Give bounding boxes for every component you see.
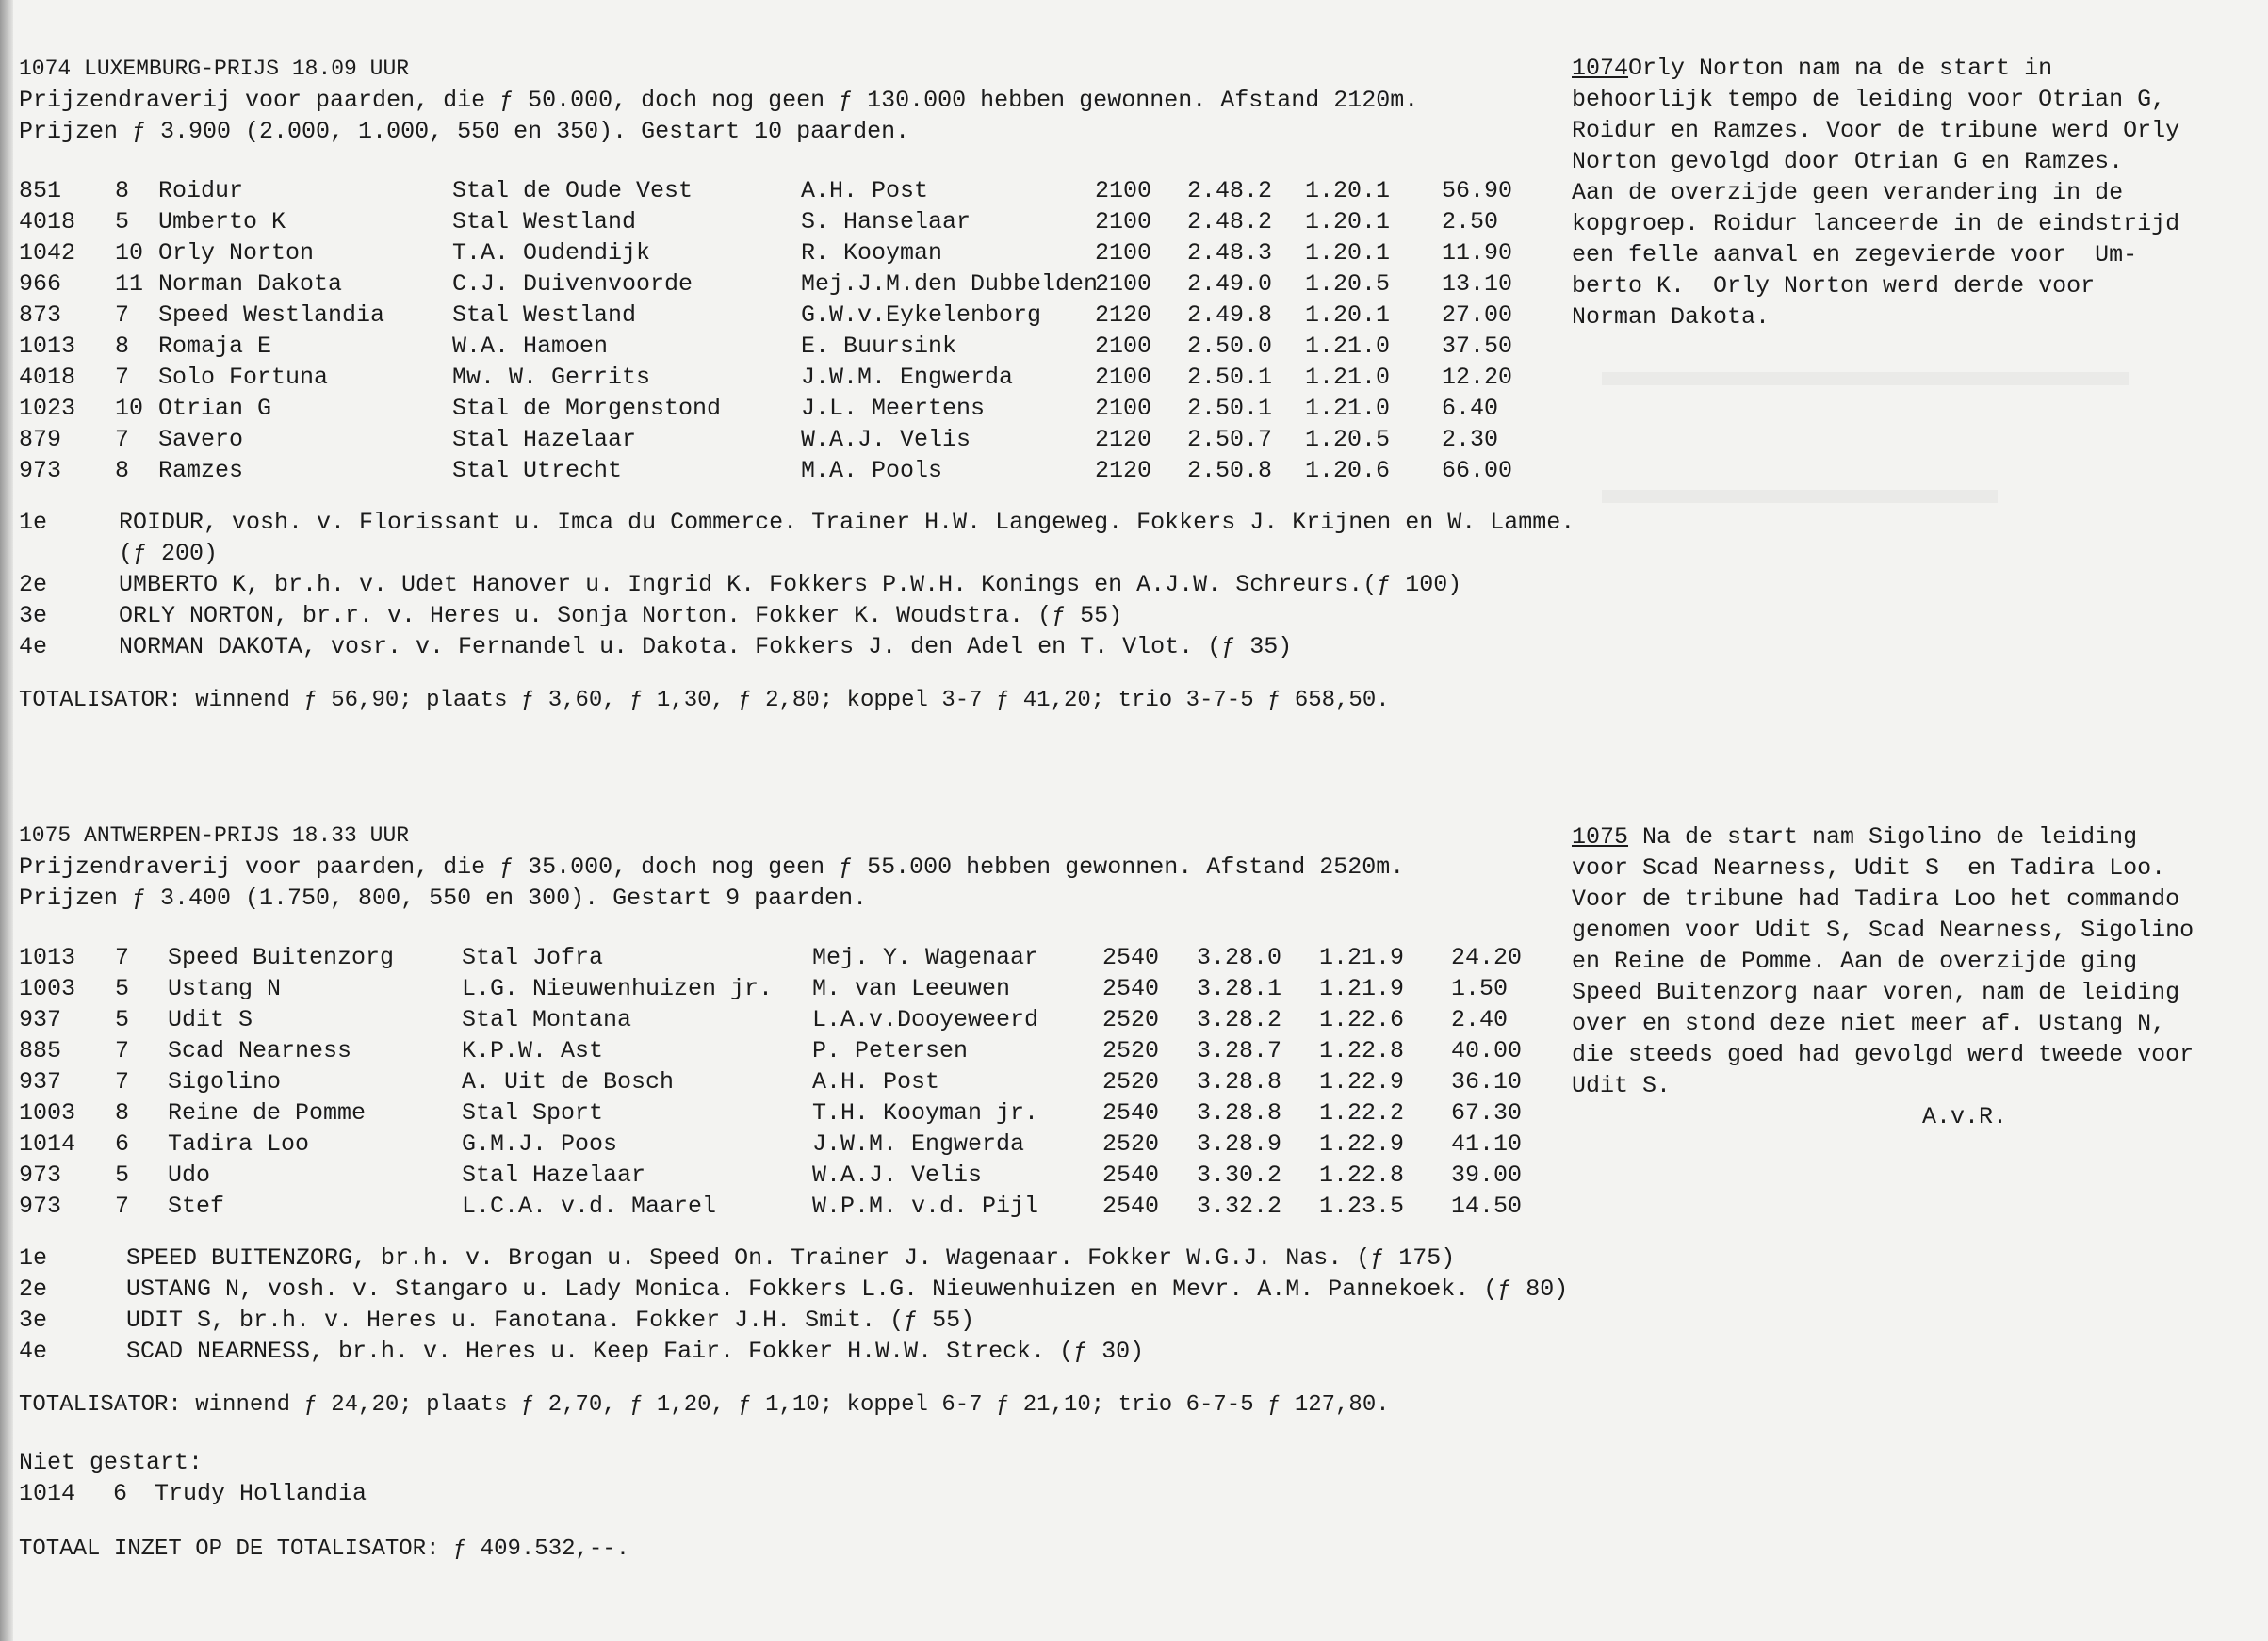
entry-time: 3.28.9	[1197, 1130, 1282, 1158]
commentary-text: en Reine de Pomme. Aan de overzijde ging	[1572, 948, 2138, 975]
placing-row	[19, 1336, 1574, 1367]
entry-km: 1.22.8	[1319, 1162, 1405, 1189]
entry-odds: 39.00	[1451, 1162, 1523, 1189]
entry-horse: Udo	[168, 1162, 211, 1189]
entry-row	[19, 206, 1574, 237]
entry-odds: 2.50	[1442, 208, 1499, 236]
entry-row	[19, 1160, 1574, 1191]
entry-driver: T.H. Kooyman jr.	[812, 1099, 1039, 1127]
entry-ref: 937	[19, 1068, 62, 1096]
entry-row	[19, 1129, 1574, 1160]
entry-no: 10	[115, 239, 144, 267]
entries-table	[19, 942, 1574, 1222]
entry-horse: Speed Westlandia	[158, 301, 385, 329]
entry-no: 7	[115, 426, 130, 453]
entry-driver: W.A.J. Velis	[812, 1162, 983, 1189]
entry-owner: Stal Westland	[452, 301, 637, 329]
entry-horse: Udit S	[168, 1006, 253, 1033]
entry-ref: 1023	[19, 395, 76, 422]
entry-time: 2.48.2	[1187, 208, 1273, 236]
total-bet: TOTAAL INZET OP DE TOTALISATOR: ƒ 409.532,--.	[19, 1536, 630, 1562]
commentary-line	[1572, 239, 2260, 270]
placing-rank: 2e	[19, 1275, 48, 1303]
entry-odds: 2.40	[1451, 1006, 1509, 1033]
entry-owner: L.C.A. v.d. Maarel	[462, 1193, 717, 1220]
placing-row	[19, 1305, 1574, 1336]
entry-no: 8	[115, 457, 130, 484]
entry-time: 3.28.1	[1197, 975, 1282, 1002]
entry-horse: Umberto K	[158, 208, 286, 236]
entry-ref: 879	[19, 426, 62, 453]
entry-no: 8	[115, 177, 130, 204]
entry-row	[19, 268, 1574, 300]
entry-time: 2.50.1	[1187, 364, 1273, 391]
commentary-text: Udit S.	[1572, 1072, 1672, 1099]
entry-driver: L.A.v.Dooyeweerd	[812, 1006, 1039, 1033]
entry-row	[19, 455, 1574, 486]
commentary-line	[1572, 53, 2260, 84]
entry-km: 1.21.0	[1305, 333, 1391, 360]
commentary-text: kopgroep. Roidur lanceerde in de eindstrijd	[1572, 210, 2180, 237]
entry-owner: G.M.J. Poos	[462, 1130, 618, 1158]
entry-no: 8	[115, 1099, 130, 1127]
commentary-text: die steeds goed had gevolgd werd tweede voor	[1572, 1041, 2195, 1068]
entry-owner: Stal Utrecht	[452, 457, 623, 484]
entry-odds: 56.90	[1442, 177, 1513, 204]
entry-ref: 1014	[19, 1130, 76, 1158]
placing-text: ORLY NORTON, br.r. v. Heres u. Sonja Norton. Fokker K. Woudstra. (ƒ 55)	[119, 602, 1123, 629]
entry-row	[19, 942, 1574, 973]
entry-dist: 2100	[1095, 395, 1152, 422]
entry-ref: 937	[19, 1006, 62, 1033]
race-1074	[19, 53, 1574, 716]
entry-km: 1.21.0	[1305, 395, 1391, 422]
commentary-text: Speed Buitenzorg naar voren, nam de leiding	[1572, 979, 2180, 1006]
entry-ref: 1003	[19, 1099, 76, 1127]
entry-row	[19, 237, 1574, 268]
entry-owner: K.P.W. Ast	[462, 1037, 604, 1064]
placing-row	[19, 631, 1574, 662]
entry-horse: Scad Nearness	[168, 1037, 352, 1064]
entry-no: 5	[115, 1162, 130, 1189]
entry-row	[19, 973, 1574, 1004]
placing-row	[19, 1243, 1574, 1274]
entry-km: 1.22.6	[1319, 1006, 1405, 1033]
entry-driver: W.P.M. v.d. Pijl	[812, 1193, 1039, 1220]
entry-driver: R. Kooyman	[801, 239, 943, 267]
commentary-text: behoorlijk tempo de leiding voor Otrian G,	[1572, 86, 2166, 113]
commentary-line	[1572, 270, 2260, 301]
entry-time: 2.49.0	[1187, 270, 1273, 298]
commentary-text: voor Scad Nearness, Udit S en Tadira Loo.	[1572, 854, 2166, 882]
entry-odds: 37.50	[1442, 333, 1513, 360]
entry-owner: L.G. Nieuwenhuizen jr.	[462, 975, 774, 1002]
placing-row	[19, 600, 1574, 631]
entry-no: 5	[115, 1006, 130, 1033]
placing-rank: 4e	[19, 633, 48, 660]
entry-driver: M. van Leeuwen	[812, 975, 1011, 1002]
commentary-line	[1572, 301, 2260, 333]
entry-time: 3.30.2	[1197, 1162, 1282, 1189]
commentary-text: Roidur en Ramzes. Voor de tribune werd Orly	[1572, 117, 2180, 144]
commentary-text: Voor de tribune had Tadira Loo het commando	[1572, 885, 2180, 913]
entry-row	[19, 1035, 1574, 1066]
placing-rank: 1e	[19, 509, 48, 536]
commentary-line	[1572, 1008, 2260, 1039]
placing-rank: 1e	[19, 1244, 48, 1272]
entry-time: 2.50.0	[1187, 333, 1273, 360]
entry-ref: 973	[19, 1162, 62, 1189]
commentary-line	[1572, 821, 2260, 853]
placings	[19, 507, 1574, 662]
entry-time: 2.50.1	[1187, 395, 1273, 422]
commentary-line	[1572, 884, 2260, 915]
entry-horse: Roidur	[158, 177, 244, 204]
entry-km: 1.22.2	[1319, 1099, 1405, 1127]
placing-rank: 4e	[19, 1338, 48, 1365]
placing-text: USTANG N, vosh. v. Stangaro u. Lady Monica. Fokkers L.G. Nieuwenhuizen en Mevr. A.M. Pannekoek. (ƒ 80)	[126, 1275, 1569, 1303]
entry-row	[19, 424, 1574, 455]
entry-time: 3.28.8	[1197, 1099, 1282, 1127]
entry-dist: 2540	[1102, 1099, 1160, 1127]
entry-horse: Sigolino	[168, 1068, 282, 1096]
commentary-line	[1572, 1070, 2260, 1101]
entry-horse: Norman Dakota	[158, 270, 343, 298]
entry-km: 1.20.1	[1305, 239, 1391, 267]
entry-time: 2.48.3	[1187, 239, 1273, 267]
commentary-line	[1572, 853, 2260, 884]
entry-no: 7	[115, 364, 130, 391]
entry-odds: 27.00	[1442, 301, 1513, 329]
placing-text: UMBERTO K, br.h. v. Udet Hanover u. Ingrid K. Fokkers P.W.H. Konings en A.J.W. Schreurs.(ƒ 100)	[119, 571, 1462, 598]
placing-rank: 2e	[19, 571, 48, 598]
entry-horse: Ramzes	[158, 457, 244, 484]
entry-time: 2.50.8	[1187, 457, 1273, 484]
entry-row	[19, 331, 1574, 362]
entry-owner: A. Uit de Bosch	[462, 1068, 675, 1096]
commentary-line	[1572, 177, 2260, 208]
entry-dist: 2120	[1095, 426, 1152, 453]
entry-dist: 2540	[1102, 975, 1160, 1002]
entry-ref: 851	[19, 177, 62, 204]
commentary-line	[1572, 146, 2260, 177]
commentary-line	[1572, 84, 2260, 115]
entry-dist: 2100	[1095, 208, 1152, 236]
entry-driver: J.L. Meertens	[801, 395, 986, 422]
entry-odds: 41.10	[1451, 1130, 1523, 1158]
commentary-text: Norton gevolgd door Otrian G en Ramzes.	[1572, 148, 2124, 175]
entry-driver: G.W.v.Eykelenborg	[801, 301, 1042, 329]
race-intro-line: Prijzendraverij voor paarden, die ƒ 50.000, doch nog geen ƒ 130.000 hebben gewonnen. Afstand 2120m.	[19, 87, 1419, 114]
entry-horse: Orly Norton	[158, 239, 315, 267]
commentary-text: Orly Norton nam na de start in	[1628, 55, 2053, 82]
bleed-through	[1602, 372, 2129, 385]
entry-horse: Savero	[158, 426, 244, 453]
commentary-text: over en stond deze niet meer af. Ustang N,	[1572, 1010, 2166, 1037]
entry-owner: W.A. Hamoen	[452, 333, 609, 360]
placing-row	[19, 507, 1574, 569]
entry-owner: Stal Hazelaar	[452, 426, 637, 453]
entry-row	[19, 1097, 1574, 1129]
entry-dist: 2100	[1095, 333, 1152, 360]
commentary-race-number: 1075	[1572, 823, 1629, 851]
entry-row	[19, 393, 1574, 424]
entry-no: 7	[115, 944, 130, 971]
entry-driver: J.W.M. Engwerda	[801, 364, 1014, 391]
not-started-ref: 1014	[19, 1480, 76, 1507]
placing-text: ROIDUR, vosh. v. Florissant u. Imca du Commerce. Trainer H.W. Langeweg. Fokkers J. Krijnen en W. Lamme. (ƒ 200)	[119, 509, 1575, 567]
not-started-row	[19, 1478, 1574, 1509]
entry-km: 1.22.9	[1319, 1068, 1405, 1096]
entry-km: 1.21.0	[1305, 364, 1391, 391]
entry-km: 1.20.1	[1305, 208, 1391, 236]
entry-time: 2.50.7	[1187, 426, 1273, 453]
entry-time: 2.49.8	[1187, 301, 1273, 329]
entry-dist: 2520	[1102, 1006, 1160, 1033]
entry-row	[19, 175, 1574, 206]
entry-dist: 2540	[1102, 1162, 1160, 1189]
race-intro-line: Prijzen ƒ 3.400 (1.750, 800, 550 en 300). Gestart 9 paarden.	[19, 885, 868, 912]
placing-text: SCAD NEARNESS, br.h. v. Heres u. Keep Fair. Fokker H.W.W. Streck. (ƒ 30)	[126, 1338, 1145, 1365]
entry-no: 7	[115, 1068, 130, 1096]
entry-dist: 2100	[1095, 239, 1152, 267]
entry-no: 5	[115, 975, 130, 1002]
commentary-text: genomen voor Udit S, Scad Nearness, Sigolino	[1572, 917, 2195, 944]
entry-ref: 4018	[19, 208, 76, 236]
entry-dist: 2540	[1102, 944, 1160, 971]
entry-km: 1.20.1	[1305, 177, 1391, 204]
entry-km: 1.20.1	[1305, 301, 1391, 329]
entry-driver: J.W.M. Engwerda	[812, 1130, 1025, 1158]
entry-row	[19, 1004, 1574, 1035]
race-header: 1074 LUXEMBURG-PRIJS 18.09 UUR	[19, 57, 410, 81]
commentary-1075	[1572, 821, 2260, 1132]
entry-no: 10	[115, 395, 144, 422]
placing-text: NORMAN DAKOTA, vosr. v. Fernandel u. Dakota. Fokkers J. den Adel en T. Vlot. (ƒ 35)	[119, 633, 1293, 660]
entry-no: 7	[115, 1193, 130, 1220]
entry-no: 7	[115, 1037, 130, 1064]
entry-time: 3.28.2	[1197, 1006, 1282, 1033]
entries-table	[19, 175, 1574, 486]
entry-odds: 1.50	[1451, 975, 1509, 1002]
entry-dist: 2520	[1102, 1037, 1160, 1064]
entry-driver: E. Buursink	[801, 333, 957, 360]
entry-no: 5	[115, 208, 130, 236]
entry-driver: P. Petersen	[812, 1037, 969, 1064]
entry-time: 2.48.2	[1187, 177, 1273, 204]
not-started-horse: Trudy Hollandia	[155, 1480, 367, 1507]
commentary-line	[1572, 915, 2260, 946]
entry-odds: 36.10	[1451, 1068, 1523, 1096]
entry-horse: Speed Buitenzorg	[168, 944, 395, 971]
bleed-through	[1602, 490, 1998, 503]
entry-km: 1.21.9	[1319, 944, 1405, 971]
entry-dist: 2540	[1102, 1193, 1160, 1220]
entry-odds: 40.00	[1451, 1037, 1523, 1064]
placing-row	[19, 569, 1574, 600]
entry-owner: Stal de Morgenstond	[452, 395, 722, 422]
entry-odds: 67.30	[1451, 1099, 1523, 1127]
entry-time: 3.28.0	[1197, 944, 1282, 971]
commentary-line	[1572, 115, 2260, 146]
entry-owner: C.J. Duivenvoorde	[452, 270, 693, 298]
entry-horse: Romaja E	[158, 333, 272, 360]
entry-km: 1.22.9	[1319, 1130, 1405, 1158]
entry-horse: Ustang N	[168, 975, 282, 1002]
entry-no: 8	[115, 333, 130, 360]
entry-row	[19, 362, 1574, 393]
entry-ref: 973	[19, 1193, 62, 1220]
entry-time: 3.28.8	[1197, 1068, 1282, 1096]
entry-owner: Stal de Oude Vest	[452, 177, 693, 204]
entry-km: 1.20.5	[1305, 426, 1391, 453]
entry-row	[19, 300, 1574, 331]
placings	[19, 1243, 1574, 1367]
entry-ref: 966	[19, 270, 62, 298]
race-1075	[19, 820, 1574, 1565]
page-spine-shadow	[0, 0, 13, 1641]
placing-rank: 3e	[19, 1307, 48, 1334]
entry-ref: 1013	[19, 944, 76, 971]
entry-time: 3.28.7	[1197, 1037, 1282, 1064]
placing-text: UDIT S, br.h. v. Heres u. Fanotana. Fokker J.H. Smit. (ƒ 55)	[126, 1307, 975, 1334]
race-header: 1075 ANTWERPEN-PRIJS 18.33 UUR	[19, 823, 410, 848]
entry-owner: Stal Sport	[462, 1099, 604, 1127]
entry-odds: 13.10	[1442, 270, 1513, 298]
entry-dist: 2120	[1095, 457, 1152, 484]
entry-dist: 2100	[1095, 270, 1152, 298]
commentary-line	[1572, 1039, 2260, 1070]
entry-odds: 24.20	[1451, 944, 1523, 971]
commentary-line	[1572, 208, 2260, 239]
entry-owner: T.A. Oudendijk	[452, 239, 651, 267]
entry-no: 7	[115, 301, 130, 329]
entry-ref: 1042	[19, 239, 76, 267]
entry-dist: 2520	[1102, 1130, 1160, 1158]
commentary-text: een felle aanval en zegevierde voor Um-	[1572, 241, 2138, 268]
commentary-line	[1572, 977, 2260, 1008]
entry-horse: Solo Fortuna	[158, 364, 329, 391]
entry-driver: A.H. Post	[812, 1068, 940, 1096]
commentary-race-number: 1074	[1572, 55, 1629, 82]
entry-ref: 1013	[19, 333, 76, 360]
race-intro-line: Prijzendraverij voor paarden, die ƒ 35.000, doch nog geen ƒ 55.000 hebben gewonnen. Afstand 2520m.	[19, 853, 1405, 881]
entry-owner: Stal Montana	[462, 1006, 632, 1033]
entry-km: 1.21.9	[1319, 975, 1405, 1002]
totalisator: TOTALISATOR: winnend ƒ 56,90; plaats ƒ 3,60, ƒ 1,30, ƒ 2,80; koppel 3-7 ƒ 41,20; trio 3-7-5 ƒ 658,50.	[19, 688, 1390, 713]
entry-odds: 2.30	[1442, 426, 1499, 453]
entry-km: 1.23.5	[1319, 1193, 1405, 1220]
commentary-line	[1572, 946, 2260, 977]
not-started-no: 6	[113, 1480, 128, 1507]
entry-horse: Otrian G	[158, 395, 272, 422]
entry-driver: Mej.J.M.den Dubbelden	[801, 270, 1099, 298]
race-intro-line: Prijzen ƒ 3.900 (2.000, 1.000, 550 en 350). Gestart 10 paarden.	[19, 118, 910, 145]
commentary-text: Aan de overzijde geen verandering in de	[1572, 179, 2124, 206]
entry-owner: Stal Jofra	[462, 944, 604, 971]
entry-driver: W.A.J. Velis	[801, 426, 971, 453]
entry-km: 1.22.8	[1319, 1037, 1405, 1064]
totalisator: TOTALISATOR: winnend ƒ 24,20; plaats ƒ 2,70, ƒ 1,20, ƒ 1,10; koppel 6-7 ƒ 21,10; trio 6-7-5 ƒ 127,80.	[19, 1392, 1390, 1418]
entry-driver: S. Hanselaar	[801, 208, 971, 236]
placing-row	[19, 1274, 1574, 1305]
author-signature: A.v.R.	[1922, 1103, 2008, 1130]
entry-driver: A.H. Post	[801, 177, 929, 204]
entry-owner: Mw. W. Gerrits	[452, 364, 651, 391]
commentary-text: Na de start nam Sigolino de leiding	[1628, 823, 2138, 851]
entry-dist: 2100	[1095, 177, 1152, 204]
entry-odds: 12.20	[1442, 364, 1513, 391]
entry-ref: 885	[19, 1037, 62, 1064]
entry-horse: Reine de Pomme	[168, 1099, 367, 1127]
commentary-text: Norman Dakota.	[1572, 303, 1770, 331]
entry-km: 1.20.5	[1305, 270, 1391, 298]
entry-owner: Stal Westland	[452, 208, 637, 236]
entry-dist: 2100	[1095, 364, 1152, 391]
entry-no: 6	[115, 1130, 130, 1158]
entry-ref: 4018	[19, 364, 76, 391]
entry-odds: 14.50	[1451, 1193, 1523, 1220]
entry-odds: 6.40	[1442, 395, 1499, 422]
entry-driver: Mej. Y. Wagenaar	[812, 944, 1039, 971]
entry-km: 1.20.6	[1305, 457, 1391, 484]
placing-rank: 3e	[19, 602, 48, 629]
entry-driver: M.A. Pools	[801, 457, 943, 484]
entry-ref: 1003	[19, 975, 76, 1002]
commentary-1074	[1572, 53, 2260, 333]
entry-horse: Stef	[168, 1193, 225, 1220]
entry-odds: 11.90	[1442, 239, 1513, 267]
entry-row	[19, 1191, 1574, 1222]
commentary-text: berto K. Orly Norton werd derde voor	[1572, 272, 2096, 300]
entry-ref: 973	[19, 457, 62, 484]
entry-time: 3.32.2	[1197, 1193, 1282, 1220]
entry-horse: Tadira Loo	[168, 1130, 310, 1158]
entry-odds: 66.00	[1442, 457, 1513, 484]
entry-dist: 2520	[1102, 1068, 1160, 1096]
entry-row	[19, 1066, 1574, 1097]
entry-no: 11	[115, 270, 144, 298]
entry-dist: 2120	[1095, 301, 1152, 329]
entry-ref: 873	[19, 301, 62, 329]
not-started-label: Niet gestart:	[19, 1449, 204, 1476]
placing-text: SPEED BUITENZORG, br.h. v. Brogan u. Speed On. Trainer J. Wagenaar. Fokker W.G.J. Nas. (ƒ 175)	[126, 1244, 1456, 1272]
entry-owner: Stal Hazelaar	[462, 1162, 646, 1189]
